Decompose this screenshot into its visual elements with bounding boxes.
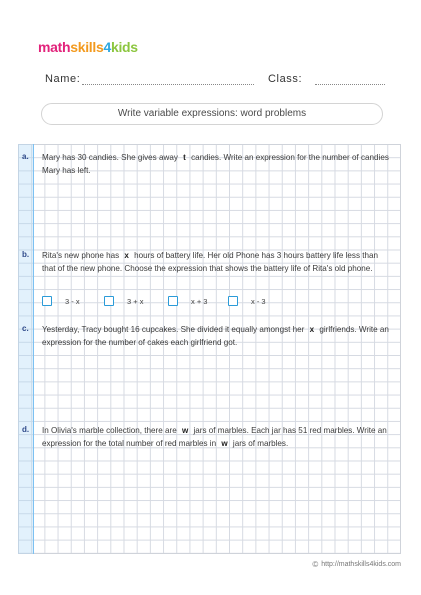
logo-part-4: 4	[103, 39, 111, 55]
option-label: 3 - x	[65, 297, 80, 306]
variable: x	[309, 325, 315, 334]
logo-part-kids: kids	[110, 39, 138, 55]
question-letter: d.	[22, 425, 30, 434]
answer-options	[42, 296, 372, 310]
question-text: In Olivia's marble collection, there are w jars of marbles. Each jar has 51 red marbles. Write an expression for the total number of red marbles in w jars of marbles.	[42, 426, 387, 448]
option-label: x + 3	[191, 297, 208, 306]
worksheet-title-banner	[41, 103, 383, 125]
variable: t	[183, 153, 186, 162]
question-text: Yesterday, Tracy bought 16 cupcakes. She divided it equally amongst her x girlfriends. Write an expression for the number of cakes each girlfriend got.	[42, 325, 389, 347]
question-letter: b.	[22, 250, 30, 259]
question-letter: a.	[22, 152, 29, 161]
question-text: Rita's new phone has x hours of battery life. Her old Phone has 3 hours battery life less than that of the new phone. Choose the expression that shows the battery life of Rita's old phone.	[42, 251, 379, 273]
variable: w	[181, 426, 189, 435]
class-label: Class:	[268, 73, 303, 85]
variable: x	[124, 251, 129, 260]
option-label: 3 + x	[127, 297, 144, 306]
logo-part-skills: skills	[70, 39, 104, 55]
copyright-symbol: ©	[312, 560, 319, 569]
brand-logo	[38, 39, 138, 55]
footer-url[interactable]: http://mathskills4kids.com	[321, 561, 401, 568]
margin-line	[33, 144, 34, 554]
name-class-row	[45, 73, 385, 89]
margin-strip	[18, 144, 33, 554]
option-label: x - 3	[251, 297, 266, 306]
footer-credit	[312, 560, 401, 569]
name-field[interactable]	[82, 84, 254, 85]
question-letter: c.	[22, 324, 29, 333]
logo-part-math: math	[38, 39, 71, 55]
class-field[interactable]	[315, 84, 385, 85]
checkbox[interactable]	[104, 296, 114, 306]
question-text: Mary has 30 candies. She gives away t candies. Write an expression for the number of candies Mary has left.	[42, 153, 389, 175]
checkbox[interactable]	[228, 296, 238, 306]
name-label: Name:	[45, 73, 81, 85]
worksheet-title: Write variable expressions: word problems	[117, 108, 307, 119]
checkbox[interactable]	[42, 296, 52, 306]
variable: w	[221, 438, 228, 448]
checkbox[interactable]	[168, 296, 178, 306]
